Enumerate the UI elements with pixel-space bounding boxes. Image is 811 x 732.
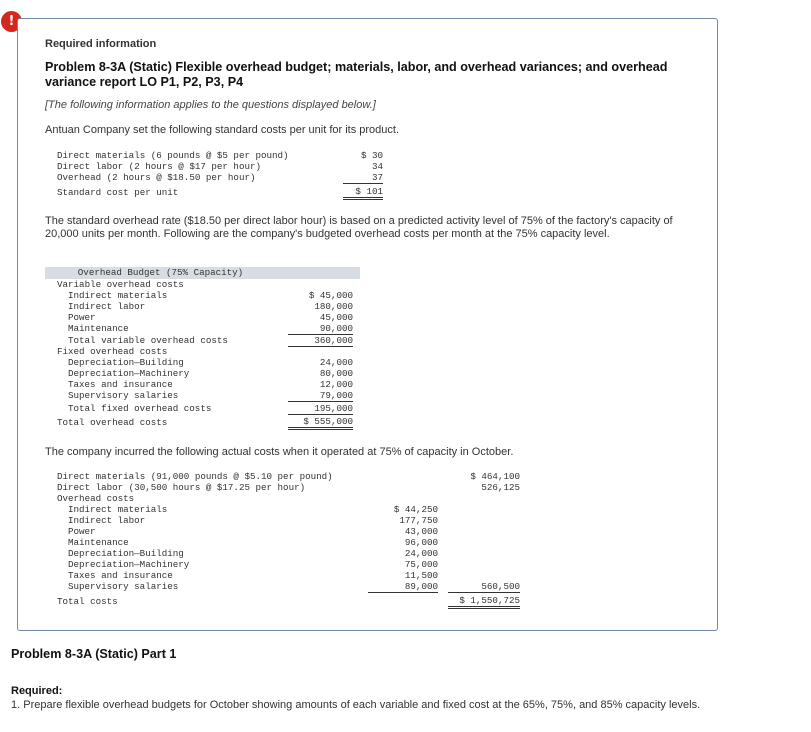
budget-row-label: Maintenance	[68, 323, 129, 334]
required-information-heading: Required information	[45, 38, 157, 50]
grand-total-value: $ 555,000	[288, 416, 353, 430]
budget-row-value: 90,000	[288, 323, 353, 335]
total-costs-value: $ 1,550,725	[448, 595, 520, 609]
std-row-label: Direct labor (2 hours @ $17 per hour)	[57, 161, 261, 172]
std-row-label: Direct materials (6 pounds @ $5 per pound)	[57, 150, 289, 161]
overhead-heading: Overhead costs	[57, 493, 135, 504]
budget-row-label: Taxes and insurance	[68, 379, 173, 390]
actual-row-value: 24,000	[404, 548, 438, 559]
budget-row-label: Indirect labor	[68, 301, 146, 312]
overhead-total-value: 560,500	[448, 581, 520, 593]
budget-row-value: 79,000	[288, 390, 353, 402]
overhead-rate-paragraph: The standard overhead rate ($18.50 per direct labor hour) is based on a predicted activity level of 75% of the factory's capacity of 20,000 units per month. Following are the company's budgeted overhead costs per month at the 75% capacity level.	[45, 215, 673, 240]
required-text: 1. Prepare flexible overhead budgets for October showing amounts of each variable and fixed cost at the 65%, 75%, and 85% capacity levels.	[11, 699, 701, 711]
variable-total-value: 360,000	[288, 335, 353, 347]
std-total-label: Standard cost per unit	[57, 187, 179, 198]
actual-row-label: Depreciation—Machinery	[68, 559, 190, 570]
actual-row-label: Supervisory salaries	[68, 581, 179, 592]
actual-row-label: Indirect materials	[68, 504, 168, 515]
dl-value: 526,125	[481, 482, 520, 493]
fixed-heading: Fixed overhead costs	[57, 346, 168, 357]
budget-header	[45, 267, 360, 279]
actual-row-label: Maintenance	[68, 537, 129, 548]
fixed-total-value: 195,000	[288, 403, 353, 415]
variable-heading: Variable overhead costs	[57, 279, 184, 290]
std-row-value: 34	[371, 161, 383, 172]
actual-row-value: 89,000	[368, 581, 438, 593]
part-title: Problem 8-3A (Static) Part 1	[11, 647, 177, 661]
variable-total-label: Total variable overhead costs	[68, 335, 228, 346]
budget-row-label: Indirect materials	[68, 290, 168, 301]
total-costs-label: Total costs	[57, 596, 118, 607]
budget-row-label: Depreciation—Building	[68, 357, 184, 368]
budget-row-value: 80,000	[319, 368, 353, 379]
alert-icon: !	[1, 11, 22, 32]
actual-costs-paragraph: The company incurred the following actual costs when it operated at 75% of capacity in October.	[45, 446, 514, 458]
std-row-value: 37	[343, 172, 383, 184]
fixed-total-label: Total fixed overhead costs	[68, 403, 212, 414]
required-information-panel	[17, 18, 718, 631]
budget-header-text: Overhead Budget (75% Capacity)	[77, 267, 244, 278]
actual-row-value: 75,000	[404, 559, 438, 570]
budget-row-label: Depreciation—Machinery	[68, 368, 190, 379]
actual-row-value: 11,500	[404, 570, 438, 581]
problem-title: Problem 8-3A (Static) Flexible overhead budget; materials, labor, and overhead variances; and overhead variance report LO P1, P2, P3, P4	[45, 60, 668, 89]
required-label: Required:	[11, 685, 63, 697]
dl-label: Direct labor (30,500 hours @ $17.25 per hour)	[57, 482, 306, 493]
info-note: [The following information applies to the questions displayed below.]	[45, 99, 376, 111]
budget-row-label: Supervisory salaries	[68, 390, 179, 401]
actual-row-label: Indirect labor	[68, 515, 146, 526]
budget-row-label: Power	[68, 312, 96, 323]
actual-row-value: $ 44,250	[393, 504, 438, 515]
std-total-value: $ 101	[343, 186, 383, 200]
dm-value: $ 464,100	[470, 471, 520, 482]
std-row-value: $ 30	[360, 150, 383, 161]
budget-row-value: 180,000	[314, 301, 353, 312]
actual-row-label: Depreciation—Building	[68, 548, 184, 559]
grand-total-label: Total overhead costs	[57, 417, 168, 428]
std-row-label: Overhead (2 hours @ $18.50 per hour)	[57, 172, 256, 183]
budget-row-value: $ 45,000	[308, 290, 353, 301]
intro-text: Antuan Company set the following standard costs per unit for its product.	[45, 124, 400, 136]
actual-row-value: 96,000	[404, 537, 438, 548]
actual-row-label: Taxes and insurance	[68, 570, 173, 581]
budget-row-value: 12,000	[319, 379, 353, 390]
actual-row-value: 43,000	[404, 526, 438, 537]
budget-row-value: 24,000	[319, 357, 353, 368]
dm-label: Direct materials (91,000 pounds @ $5.10 per pound)	[57, 471, 333, 482]
actual-row-value: 177,750	[399, 515, 438, 526]
budget-row-value: 45,000	[319, 312, 353, 323]
actual-row-label: Power	[68, 526, 96, 537]
